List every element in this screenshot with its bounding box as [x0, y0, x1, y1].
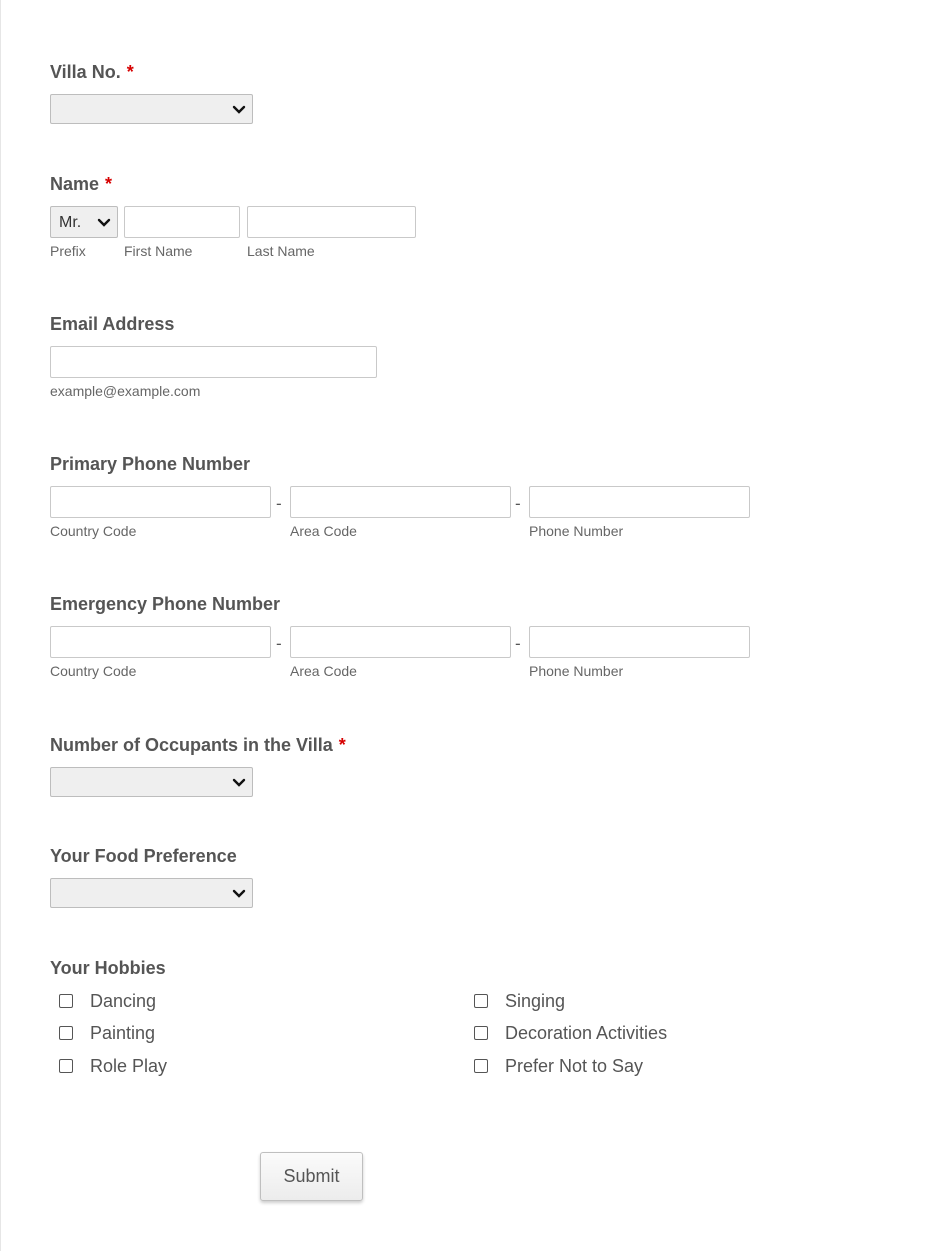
hobby-option-prefer-not-to-say[interactable] — [474, 1055, 643, 1077]
villa-select[interactable] — [50, 94, 253, 124]
country-code-sublabel: Country Code — [50, 663, 137, 679]
primary-country-code-input[interactable] — [50, 486, 271, 518]
country-code-sublabel: Country Code — [50, 523, 137, 539]
hobbies-label — [50, 957, 166, 979]
first-name-input[interactable] — [124, 206, 240, 238]
primary-area-code-input[interactable] — [290, 486, 511, 518]
area-code-sublabel: Area Code — [290, 523, 357, 539]
emergency-phone-number-input[interactable] — [529, 626, 750, 658]
chevron-down-icon — [232, 777, 246, 789]
checkbox-icon[interactable] — [474, 1059, 488, 1073]
food-select[interactable] — [50, 878, 253, 908]
checkbox-icon[interactable] — [59, 1059, 73, 1073]
emergency-phone-label-text: Emergency Phone Number — [50, 594, 281, 614]
phone-separator: - — [276, 634, 282, 653]
required-mark: * — [338, 735, 346, 755]
checkbox-icon[interactable] — [474, 994, 488, 1008]
primary-phone-label — [50, 453, 250, 475]
email-label — [50, 313, 174, 335]
last-name-input[interactable] — [247, 206, 416, 238]
food-label-text: Your Food Preference — [50, 846, 237, 866]
phone-number-sublabel: Phone Number — [529, 523, 624, 539]
email-input[interactable] — [50, 346, 377, 378]
hobby-label: Singing — [505, 990, 566, 1011]
last-name-sublabel: Last Name — [247, 243, 315, 259]
hobby-label: Dancing — [90, 990, 157, 1011]
villa-label — [50, 61, 134, 83]
occupants-select[interactable] — [50, 767, 253, 797]
occupants-label-text: Number of Occupants in the Villa — [50, 735, 333, 755]
chevron-down-icon — [232, 888, 246, 900]
submit-button[interactable]: Submit — [260, 1152, 363, 1201]
emergency-area-code-input[interactable] — [290, 626, 511, 658]
hobby-label: Role Play — [90, 1055, 168, 1076]
name-label-text: Name — [50, 174, 100, 194]
email-sublabel: example@example.com — [50, 383, 201, 399]
phone-separator: - — [515, 634, 521, 653]
hobby-label: Prefer Not to Say — [505, 1055, 644, 1076]
villa-label-text: Villa No. — [50, 62, 121, 82]
food-label — [50, 845, 237, 867]
page-border — [0, 0, 1, 1251]
first-name-sublabel: First Name — [124, 243, 193, 259]
phone-separator: - — [515, 494, 521, 513]
hobby-option-decoration-activities[interactable] — [474, 1022, 667, 1044]
name-label — [50, 173, 112, 195]
checkbox-icon[interactable] — [59, 1026, 73, 1040]
hobby-option-role-play[interactable] — [59, 1055, 167, 1077]
phone-separator: - — [276, 494, 282, 513]
checkbox-icon[interactable] — [59, 994, 73, 1008]
name-prefix-value: Mr. — [59, 214, 82, 231]
chevron-down-icon — [97, 217, 111, 229]
hobby-option-dancing[interactable] — [59, 990, 156, 1012]
area-code-sublabel: Area Code — [290, 663, 357, 679]
hobbies-label-text: Your Hobbies — [50, 958, 166, 978]
primary-phone-label-text: Primary Phone Number — [50, 454, 251, 474]
emergency-phone-label — [50, 593, 280, 615]
emergency-country-code-input[interactable] — [50, 626, 271, 658]
prefix-sublabel: Prefix — [50, 243, 86, 259]
phone-number-sublabel: Phone Number — [529, 663, 624, 679]
name-prefix-select[interactable] — [50, 206, 118, 238]
required-mark: * — [126, 62, 134, 82]
hobby-option-singing[interactable] — [474, 990, 565, 1012]
primary-phone-number-input[interactable] — [529, 486, 750, 518]
hobby-label: Painting — [90, 1022, 156, 1043]
hobby-label: Decoration Activities — [505, 1022, 668, 1043]
occupants-label — [50, 734, 346, 756]
chevron-down-icon — [232, 104, 246, 116]
checkbox-icon[interactable] — [474, 1026, 488, 1040]
required-mark: * — [105, 174, 113, 194]
hobby-option-painting[interactable] — [59, 1022, 155, 1044]
email-label-text: Email Address — [50, 314, 175, 334]
